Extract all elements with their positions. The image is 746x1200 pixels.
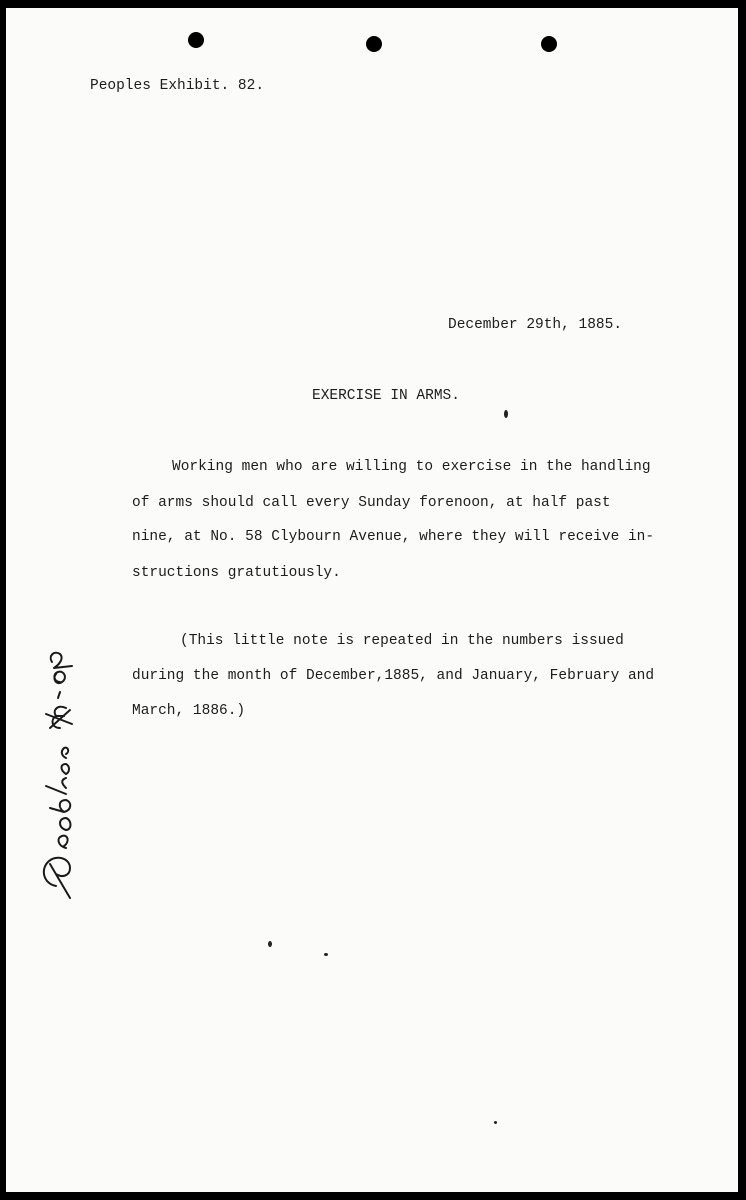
punch-hole-right [541,36,557,52]
ink-mark [504,410,508,418]
paragraph-1-line-3: nine, at No. 58 Clybourn Avenue, where they will receive in- [132,529,655,545]
handwritten-annotation [26,648,96,908]
punch-hole-center [366,36,382,52]
ink-speck [494,1121,497,1124]
punch-hole-left [188,32,204,48]
paragraph-1-line-4: structions gratutiously. [132,565,341,581]
paragraph-2-line-1: (This little note is repeated in the numbers issued [180,633,624,649]
document-page [6,8,738,1192]
document-date: December 29th, 1885. [448,317,623,333]
paragraph-1-line-1: Working men who are willing to exercise in the handling [172,459,651,475]
paragraph-2-line-2: during the month of December,1885, and January, February and [132,668,655,684]
ink-speck [268,941,272,947]
exhibit-header: Peoples Exhibit. 82. [90,78,265,94]
document-title: EXERCISE IN ARMS. [312,388,460,404]
paragraph-1-line-2: of arms should call every Sunday forenoon, at half past [132,495,611,511]
ink-speck [324,953,328,956]
paragraph-2-line-3: March, 1886.) [132,703,246,719]
